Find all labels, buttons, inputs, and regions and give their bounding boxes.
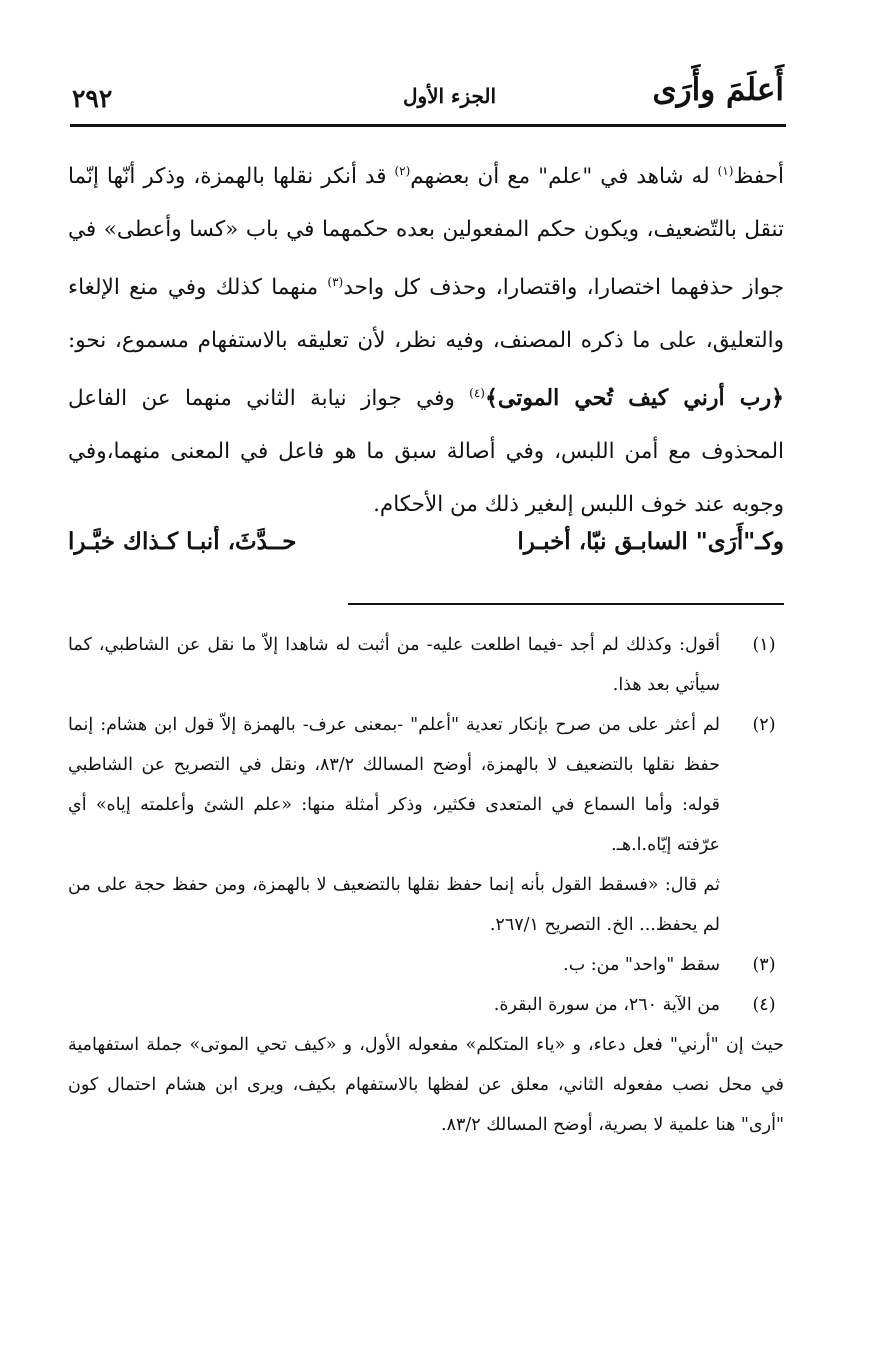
- footnote-ref: (٢): [394, 164, 411, 178]
- footnote-continuation: ثم قال: «فسقط القول بأنه إنما حفظ نقلها بالتضعيف لا بالهمزة، ومن حفظ حجة على من لم يحفظ... الخ. التصريح ٢٦٧/١.: [68, 875, 720, 935]
- main-paragraph: [68, 145, 784, 531]
- footnote-1: [68, 625, 784, 705]
- footnote-number: (١): [752, 635, 776, 655]
- footnote-text: من الآية ٢٦٠، من سورة البقرة.: [493, 995, 720, 1015]
- footnote-ref: (١): [717, 164, 734, 178]
- volume-label: الجزء الأول: [402, 84, 497, 108]
- text-segment: وفي جواز نيابة الثاني منهما عن الفاعل المحذوف مع أمن اللبس، وفي أصالة سبق ما هو فاعل في المعنى منهما،وفي وجوبه عند خوف اللبس إلىغير ذلك من الأحكام.: [68, 386, 784, 518]
- running-title: أَعلَمَ وأَرَى: [652, 72, 784, 108]
- footnote-text: سقط "واحد" من: ب.: [563, 955, 720, 975]
- footnote-continuation: حيث إن "أرني" فعل دعاء، و «ياء المتكلم» مفعوله الأول، و «كيف تحي الموتى» جملة استفهامية في محل نصب مفعوله الثاني، معلق عن لفظها بالاستفهام بكيف، ويرى ابن هشام احتمال كون "أرى" هنا علمية لا بصرية، أوضح المسالك ٨٣/٢.: [68, 1035, 784, 1135]
- footnote-number: (٢): [752, 715, 776, 735]
- text-segment: أحفظ: [733, 164, 784, 190]
- footnote-separator: [348, 603, 784, 605]
- footnote-4: [68, 985, 784, 1145]
- footnote-number: (٤): [752, 995, 776, 1015]
- header-rule: [70, 124, 786, 127]
- text-segment: منهما كذلك وفي منع الإلغاء والتعليق، على ما ذكره المصنف، وفيه نظر، لأن تعليقه بالاستفهام مسموع، نحو:: [68, 275, 784, 354]
- page-number: ٢٩٢: [72, 84, 113, 113]
- footnote-3: [68, 945, 784, 985]
- poem-second-hemistich: حــدَّثَ، أنبـا كـذاك خبَّـرا: [68, 528, 297, 555]
- footnote-number: (٣): [752, 955, 776, 975]
- footnote-text: أقول: وكذلك لم أجد -فيما اطلعت عليه- من أثبت له شاهدا إلاّ ما نقل عن الشاطبي، كما سيأتي بعد هذا.: [68, 635, 720, 695]
- poem-line: [68, 528, 784, 572]
- poem-first-hemistich: وكـ"أَرَى" السابـق نبّا، أخبـرا: [517, 528, 784, 555]
- main-text: [68, 145, 784, 531]
- text-segment: له شاهد في "علم" مع أن بعضهم: [410, 164, 718, 190]
- quranic-verse: ﴿رب أرني كيف تُحي الموتى﴾: [484, 385, 785, 412]
- footnote-ref: (٣): [327, 275, 344, 290]
- footnote-2: [68, 705, 784, 945]
- footnote-text: لم أعثر على من صرح بإنكار تعدية "أعلم" -بمعنى عرف- بالهمزة إلاّ قول ابن هشام: إنما حفظ نقلها بالتضعيف لا بالهمزة، أوضح المسالك ٨٣/٢، ونقل في التصريح عن الشاطبي قوله: وأما السماع في المتعدى فكثير، وذكر أمثلة منها: «علم الشئ وأعلمته إياه» أي عرّفته إيّاه.ا.هـ.: [68, 715, 720, 855]
- text-segment: قد أنكر نقلها بالهمزة، وذكر أنّها إنّما تنقل بالتّضعيف، ويكون حكم المفعولين بعده حكمهما في باب «كسا وأعطى» في جواز حذفهما اختصارا، واقتصارا، وحذف كل واحد: [68, 164, 784, 301]
- footnotes: [68, 625, 784, 1145]
- footnote-ref: (٤): [469, 386, 485, 401]
